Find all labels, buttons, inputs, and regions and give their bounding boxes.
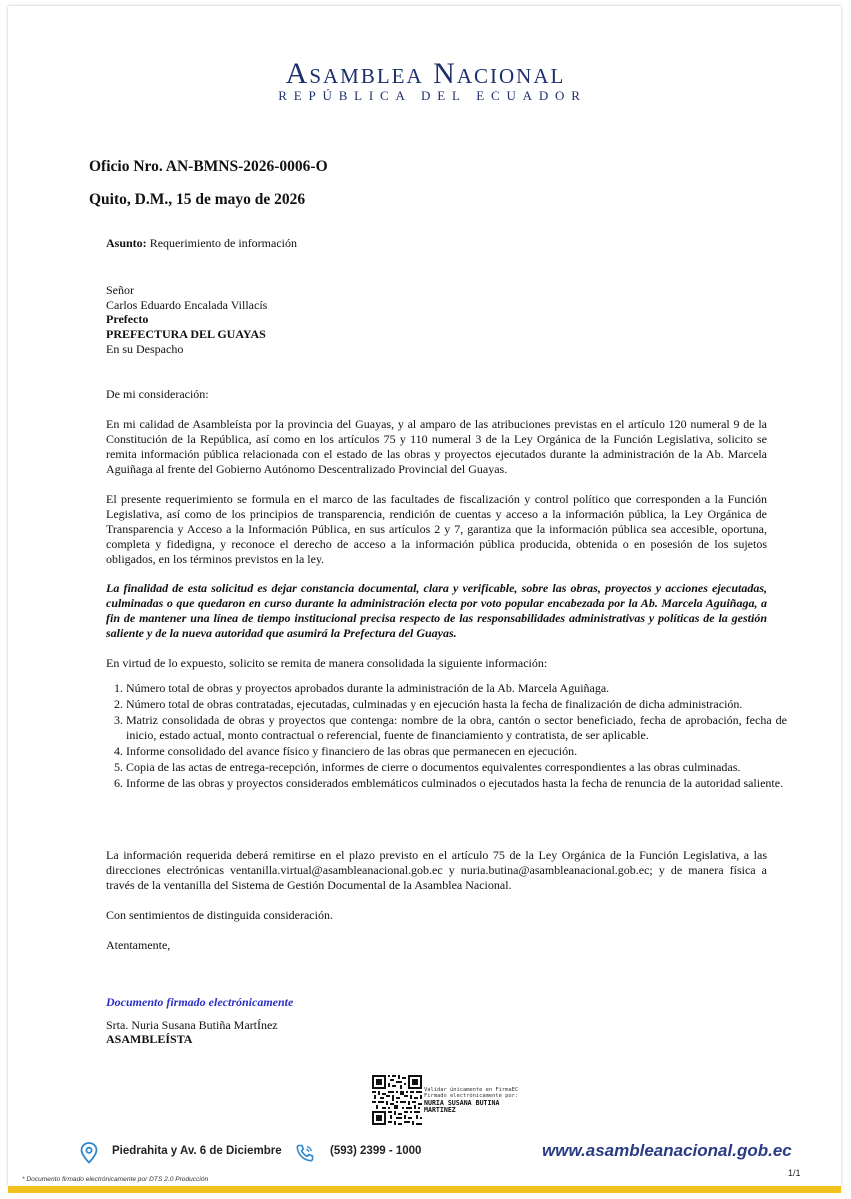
- phone-icon: [295, 1143, 315, 1163]
- list-item: 3. Matriz consolidada de obras y proyectos que contenga: nombre de la obra, cantón o sector beneficiado, fecha de aprobación, fecha de inicio, estado actual, monto contractual o referencial, fuente de financiamiento y contratista, de ser aplicable.: [126, 713, 787, 743]
- recipient-location: En su Despacho: [106, 342, 184, 356]
- paragraph-request-intro: En virtud de lo expuesto, solicito se remita de manera consolidada la siguiente información:: [106, 656, 548, 670]
- recipient-name: Carlos Eduardo Encalada Villacís: [106, 298, 268, 312]
- footer-address: Piedrahita y Av. 6 de Diciembre: [112, 1145, 282, 1157]
- stamp-validate-text: Validar únicamente en FirmaEC: [424, 1087, 519, 1093]
- sign-off: Atentamente,: [106, 938, 171, 952]
- footer-note: * Documento firmado electrónicamente por DTS 2.0 Producción: [22, 1176, 209, 1183]
- subject-text: Requerimiento de información: [146, 236, 297, 250]
- document-date: Quito, D.M., 15 de mayo de 2026: [89, 191, 306, 208]
- letterhead-title: Asamblea Nacional: [285, 57, 566, 90]
- footer-accent-bar: [8, 1186, 841, 1193]
- location-pin-icon: [80, 1142, 98, 1164]
- signer-role: ASAMBLEÍSTA: [106, 1032, 193, 1046]
- recipient-institution: PREFECTURA DEL GUAYAS: [106, 327, 266, 341]
- document-number: Oficio Nro. AN-BMNS-2026-0006-O: [89, 158, 328, 175]
- qr-code-icon: [372, 1074, 422, 1126]
- signature-stamp: [424, 1087, 518, 1114]
- list-item: 6. Informe de las obras y proyectos considerados emblemáticos culminados o ejecutados hasta la fecha de renuncia de la autoridad saliente.: [126, 776, 787, 791]
- signed-electronically-note: Documento firmado electrónicamente: [106, 995, 294, 1009]
- subject-label: Asunto:: [106, 236, 147, 250]
- list-item: 1. Número total de obras y proyectos aprobados durante la administración de la Ab. Marcela Aguiñaga.: [126, 681, 787, 696]
- farewell: Con sentimientos de distinguida consideración.: [106, 908, 333, 922]
- paragraph-framework: El presente requerimiento se formula en el marco de las facultades de fiscalización y control político que corresponden a la Función Legislativa, así como de los principios de transparencia, rendición de cuentas y acceso a la información pública, la Ley Orgánica de Transparencia y Acceso a la Información Pública, en sus artículos 2 y 7, garantiza que la información pública sea accesible, oportuna, completa y fidedigna, y reconoce el derecho de acceso a la información pública producida, obtenida o en posesión de los sujetos obligados, en los términos previstos en la ley.: [106, 492, 767, 566]
- recipient-salutation: Señor: [106, 283, 134, 297]
- list-item: 2. Número total de obras contratadas, ejecutadas, culminadas y en ejecución hasta la fecha de finalización de dicha administración.: [126, 697, 787, 712]
- letterhead-subtitle: REPÚBLICA DEL ECUADOR: [278, 88, 587, 103]
- footer-phone: (593) 2399 - 1000: [330, 1145, 422, 1157]
- stamp-signed-by-text: Firmado electrónicamente por:: [424, 1093, 519, 1100]
- list-item: 4. Informe consolidado del avance físico y financiero de las obras que permanecen en ejecución.: [126, 744, 787, 759]
- paragraph-purpose: La finalidad de esta solicitud es dejar constancia documental, clara y verificable, sobre las obras, proyectos y acciones ejecutadas, culminadas o que quedaron en curso durante la administración electa por voto popular encabezada por la Ab. Marcela Aguiñaga, a fin de mantener una línea de tiempo institucional precisa respecto de las responsabilidades administrativas y políticas de la gestión saliente y de la nueva autoridad que asumirá la Prefectura del Guayas.: [106, 581, 767, 640]
- stamp-name-line2: MARTINEZ: [424, 1105, 456, 1114]
- page-number: 1/1: [788, 1168, 801, 1178]
- subject-line: [106, 236, 297, 251]
- footer-website-link[interactable]: www.asambleanacional.gob.ec: [542, 1141, 792, 1160]
- request-list: [106, 681, 787, 792]
- paragraph-closing: La información requerida deberá remitirse en el plazo previsto en el artículo 75 de la Ley Orgánica de la Función Legislativa, a las direcciones electrónicas ventanilla.virtual@asambleanacional.gob.ec y nuria.butina@asambleanacional.gob.ec; y de manera física a través de la ventanilla del Sistema de Gestión Documental de la Asamblea Nacional.: [106, 848, 767, 892]
- list-item: 5. Copia de las actas de entrega-recepción, informes de cierre o documentos equivalentes correspondientes a las obras culminadas.: [126, 760, 787, 775]
- recipient-position: Prefecto: [106, 312, 149, 326]
- stamp-name-line1: NURIA SUSANA BUTINA: [424, 1098, 500, 1107]
- paragraph-intro: En mi calidad de Asambleísta por la provincia del Guayas, y al amparo de las atribuciones previstas en el artículo 120 numeral 9 de la Constitución de la República, así como en los artículos 75 y 110 numeral 3 de la Ley Orgánica de la Función Legislativa, solicito se remita información pública relacionada con el estado de las obras y proyectos ejecutados durante la administración de la Ab. Marcela Aguiñaga al frente del Gobierno Autónomo Descentralizado Provincial del Guayas.: [106, 417, 767, 476]
- signer-name: Srta. Nuria Susana Butiña MartÍnez: [106, 1018, 278, 1032]
- greeting: De mi consideración:: [106, 387, 209, 401]
